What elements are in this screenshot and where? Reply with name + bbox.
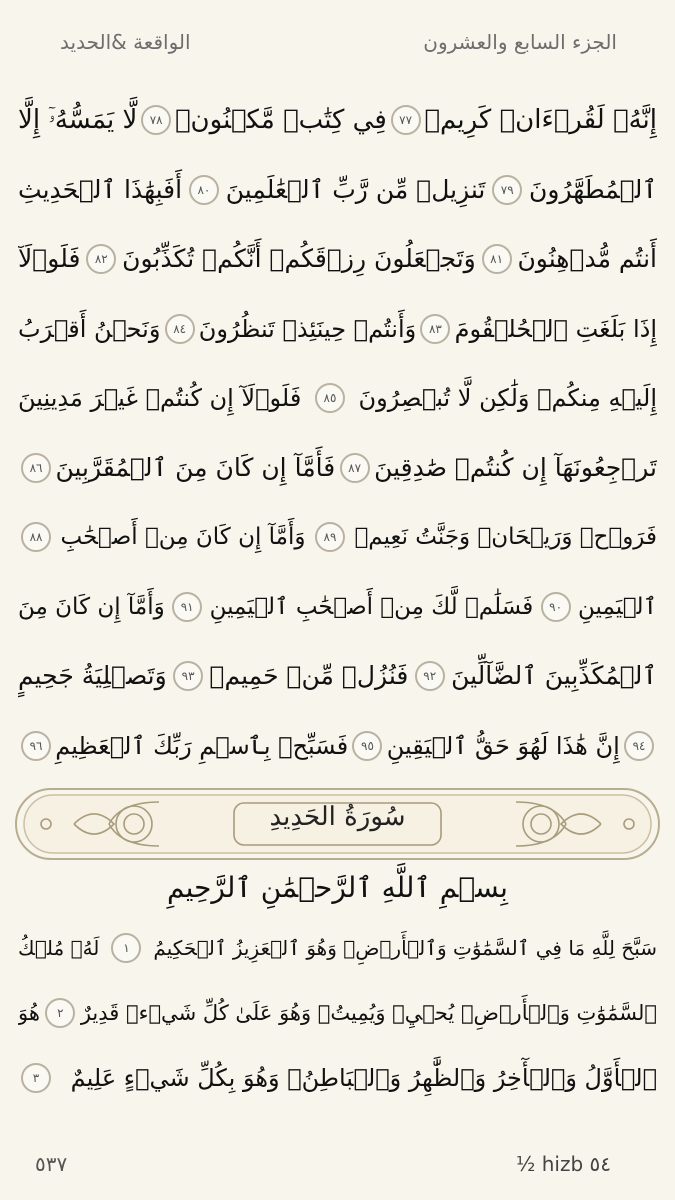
- verse-text: فِي كِتَٰبٖ مَّكۡنُونٖ: [174, 105, 387, 135]
- ayah-number-marker: ٣: [21, 1063, 51, 1093]
- ayah-number-marker: ٧٩: [492, 175, 522, 205]
- verse-line: [18, 509, 657, 565]
- ayah-number-marker: ٩٥: [352, 731, 382, 761]
- page-footer: [0, 1148, 675, 1188]
- surah-names: الواقعة &الحديد: [60, 30, 191, 54]
- verse-text: فَرَوۡحٞ وَرَيۡحَانٞ وَجَنَّتُ نَعِيمٖ: [354, 524, 657, 550]
- verse-text: ٱلۡمُكَذِّبِينَ ٱلضَّآلِّينَ: [451, 661, 657, 690]
- verse-line: [18, 718, 657, 774]
- page-number: ٥٣٧: [35, 1152, 68, 1176]
- verse-line: [18, 231, 657, 287]
- ayah-number-marker: ٨٩: [315, 522, 345, 552]
- verse-text: أَنتُم مُّدۡهِنُونَ: [517, 244, 657, 273]
- verse-line: [18, 648, 657, 704]
- verse-text: وَأَنتُمۡ حِينَئِذٖ تَنظُرُونَ: [198, 314, 417, 343]
- ayah-number-marker: ٩٠: [541, 592, 571, 622]
- ayah-number-marker: ٨٢: [86, 244, 116, 274]
- ayah-number-marker: ٩٦: [21, 731, 51, 761]
- ayah-number-marker: ٧٧: [391, 105, 421, 135]
- surah-title: سُورَةُ الحَدِيدِ: [269, 802, 406, 832]
- verse-text: إِلَيۡهِ مِنكُمۡ وَلَٰكِن لَّا تُبۡصِرُونَ: [358, 384, 657, 412]
- verse-text: سَبَّحَ لِلَّهِ مَا فِي ٱلسَّمَٰوَٰتِ وَٱلۡأَرۡضِۖ وَهُوَ ٱلۡعَزِيزُ ٱلۡحَكِيمُ: [153, 936, 657, 960]
- verse-line: [18, 162, 657, 218]
- verse-text: إِذَا بَلَغَتِ ٱلۡحُلۡقُومَ: [454, 314, 657, 343]
- ayah-number-marker: ٨٥: [315, 383, 345, 413]
- basmala: بِسۡمِ ٱللَّهِ ٱلرَّحۡمَٰنِ ٱلرَّحِيمِ: [167, 871, 508, 904]
- ayah-number-marker: ٢: [45, 998, 75, 1028]
- verse-text: إِنَّ هَٰذَا لَهُوَ حَقُّ ٱلۡيَقِينِ: [386, 731, 620, 760]
- verse-text: لَّا يَمَسُّهُۥٓ إِلَّا: [18, 105, 138, 135]
- verse-text: وَنَحۡنُ أَقۡرَبُ: [18, 314, 161, 343]
- verse-text: ٱلۡيَمِينِ: [578, 593, 657, 620]
- verse-line: [18, 1050, 657, 1106]
- verse-line: [18, 370, 657, 426]
- verse-line: [18, 92, 657, 148]
- ayah-number-marker: ٨٤: [165, 314, 195, 344]
- verse-text: ٱلۡمُطَهَّرُونَ: [529, 174, 657, 204]
- verse-text: هُوَ: [18, 1001, 40, 1025]
- verse-text: تَرۡجِعُونَهَآ إِن كُنتُمۡ صَٰدِقِينَ: [374, 452, 657, 482]
- verse-text: فَسَبِّحۡ بِٱسۡمِ رَبِّكَ ٱلۡعَظِيمِ: [55, 731, 349, 760]
- verse-line: [18, 301, 657, 357]
- ayah-number-marker: ٨٠: [189, 175, 219, 205]
- juz-title: الجزء السابع والعشرون: [423, 30, 617, 54]
- ayah-number-marker: ٨٨: [21, 522, 51, 552]
- verse-line: [18, 579, 657, 635]
- ayah-number-marker: ٩٢: [415, 661, 445, 691]
- verse-text: ٱلۡأَوَّلُ وَٱلۡأٓخِرُ وَٱلظَّٰهِرُ وَٱلۡبَاطِنُۖ وَهُوَ بِكُلِّ شَيۡءٍ عَلِيمٌ: [70, 1064, 657, 1092]
- ayah-number-marker: ٨٧: [340, 453, 370, 483]
- ayah-number-marker: ٨٣: [420, 314, 450, 344]
- verse-text: فَسَلَٰمٞ لَّكَ مِنۡ أَصۡحَٰبِ ٱلۡيَمِينِ: [209, 593, 534, 620]
- verse-text: فَلَوۡلَآ: [18, 244, 81, 273]
- ayah-number-marker: ٩١: [172, 592, 202, 622]
- verse-text: إِنَّهُۥ لَقُرۡءَانٞ كَرِيمٞ: [424, 105, 657, 135]
- verse-text: فَلَوۡلَآ إِن كُنتُمۡ غَيۡرَ مَدِينِينَ: [18, 384, 302, 412]
- verse-text: تَنزِيلٞ مِّن رَّبِّ ٱلۡعَٰلَمِينَ: [225, 174, 486, 204]
- verse-line: [18, 920, 657, 976]
- verse-text: لَهُۥ مُلۡكُ: [18, 936, 100, 960]
- verse-text: فَأَمَّآ إِن كَانَ مِنَ ٱلۡمُقَرَّبِينَ: [55, 452, 336, 482]
- ayah-number-marker: ٩٤: [624, 731, 654, 761]
- surah-banner: [14, 783, 661, 865]
- verse-text: فَنُزُلٞ مِّنۡ حَمِيمٖ: [209, 661, 409, 690]
- ayah-number-marker: ٨١: [482, 244, 512, 274]
- ayah-number-marker: ٧٨: [141, 105, 171, 135]
- ayah-number-marker: ٨٦: [21, 453, 51, 483]
- verse-text: وَأَمَّآ إِن كَانَ مِنۡ أَصۡحَٰبِ: [60, 524, 306, 550]
- page-header: [0, 0, 675, 60]
- hizb-label: ½ hizb ٥٤: [516, 1152, 612, 1176]
- verse-text: وَتَصۡلِيَةُ جَحِيمٍ: [18, 661, 167, 690]
- verse-line: [18, 985, 657, 1041]
- verse-text: وَأَمَّآ إِن كَانَ مِنَ: [18, 593, 165, 620]
- verse-text: أَفَبِهَٰذَا ٱلۡحَدِيثِ: [18, 174, 183, 204]
- verse-line: [18, 440, 657, 496]
- ayah-number-marker: ٩٣: [173, 661, 203, 691]
- verse-text: وَتَجۡعَلُونَ رِزۡقَكُمۡ أَنَّكُمۡ تُكَذِّبُونَ: [122, 244, 476, 273]
- verse-text: ٱلسَّمَٰوَٰتِ وَٱلۡأَرۡضِۖ يُحۡيِۦ وَيُمِيتُۖ وَهُوَ عَلَىٰ كُلِّ شَيۡءٖ قَدِيرٌ: [80, 1001, 657, 1025]
- ayah-number-marker: ١: [111, 933, 141, 963]
